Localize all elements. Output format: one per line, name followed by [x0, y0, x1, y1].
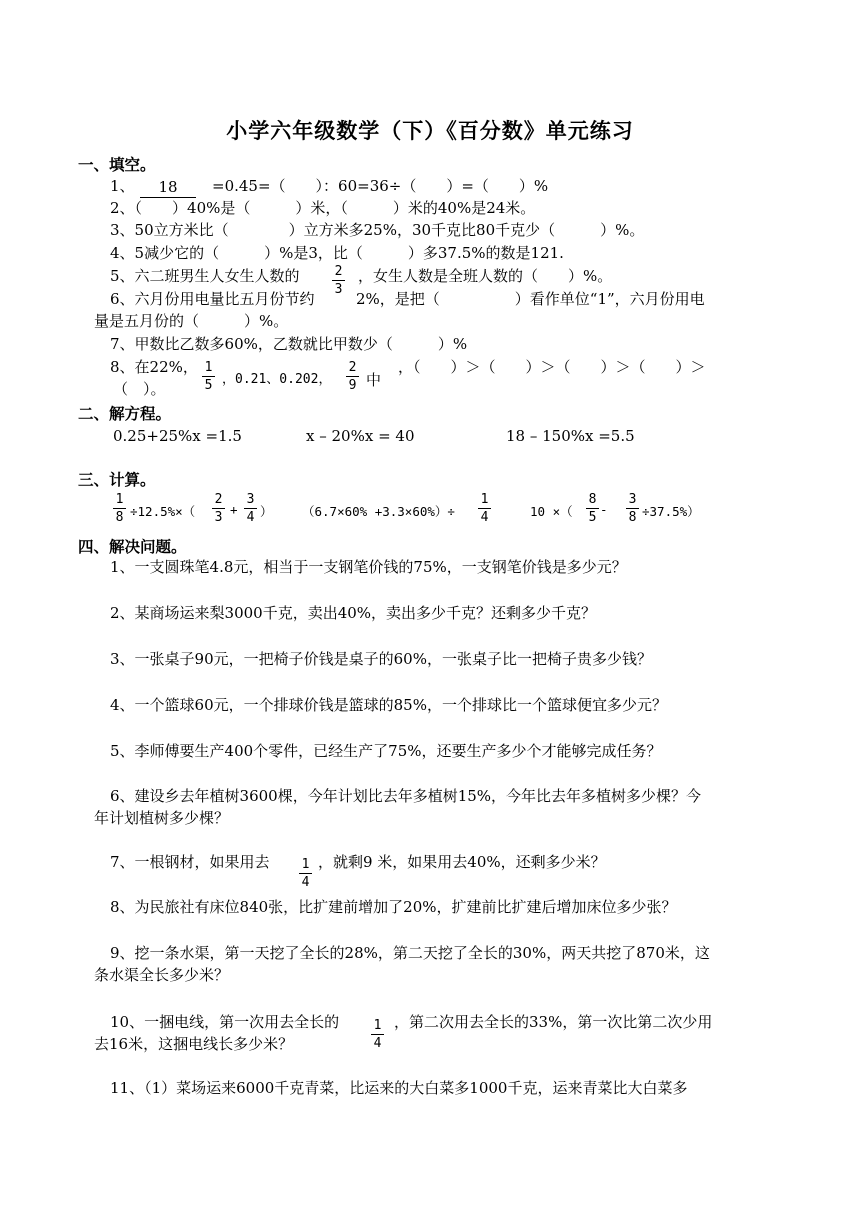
problem-2: 2、某商场运来梨3000千克，卖出40%，卖出多少千克？还剩多少千克？: [110, 604, 597, 622]
numerator: 1: [373, 1018, 382, 1033]
fill-q7: 7、甲数比乙数多60%，乙数就比甲数少（ ）%: [110, 335, 468, 353]
fill-q8-fraction-2-9: [346, 360, 359, 393]
equation-1: 0.25+25%x =1.5: [113, 427, 242, 445]
fraction-bar: [332, 280, 345, 281]
problem-7-fraction: [299, 857, 312, 890]
problem-10-part1: 10、一捆电线，第一次用去全长的: [110, 1013, 340, 1031]
denominator: 3: [214, 510, 223, 525]
section-calculation: 三、计算。: [78, 470, 156, 489]
problem-9-line1: 9、挖一条水渠，第一天挖了全长的28%，第二天挖了全长的30%，两天共挖了870米，这: [110, 944, 710, 962]
problem-4: 4、一个篮球60元，一个排球价钱是篮球的85%，一个排球比一个篮球便宜多少元？: [110, 696, 667, 714]
section-equations: 二、解方程。: [78, 404, 172, 423]
denominator: 8: [628, 510, 637, 525]
fill-q5-part1: 5、六二班男生人女生人数的: [110, 267, 300, 285]
calc3-suffix: ÷37.5%）: [642, 504, 700, 519]
fill-q6-part3: 量是五月份的（ ）%。: [94, 312, 289, 330]
calc3-prefix: 10 ×（: [530, 504, 573, 519]
problem-10-part2: ，第二次用去全长的33%，第一次比第二次少用: [394, 1013, 713, 1031]
calc1-close: ）: [260, 504, 273, 519]
numerator: 3: [628, 492, 637, 507]
numerator: 2: [348, 360, 357, 375]
problem-3: 3、一张桌子90元，一把椅子价钱是桌子的60%，一张桌子比一把椅子贵多少钱？: [110, 650, 652, 668]
fraction-bar: [586, 508, 599, 509]
numerator: 1: [480, 492, 489, 507]
denominator: 4: [246, 510, 255, 525]
fill-q8-fraction-1-5: [202, 360, 215, 393]
calc1-operator: ÷12.5%×（: [130, 504, 196, 519]
problem-7-part2: ，就剩9 米，如果用去40%，还剩多少米？: [318, 853, 606, 871]
fraction-bar: [113, 508, 126, 509]
fraction-bar: [478, 508, 491, 509]
numerator: 8: [588, 492, 597, 507]
page-title: 小学六年级数学（下）《百分数》单元练习: [226, 118, 634, 143]
fraction-bar: [346, 376, 359, 377]
calc2-expression: （6.7×60% +3.3×60%）÷: [302, 504, 455, 519]
denominator: 3: [334, 282, 343, 297]
calc1-plus: +: [230, 502, 238, 517]
fill-q8-part3: （ ）。: [113, 380, 166, 398]
fill-q4: 4、5减少它的（ ）%是3，比（ ）多37.5%的数是121.: [110, 244, 564, 262]
numerator: 2: [214, 492, 223, 507]
fill-q8-part2: ，（ ）＞（ ）＞（ ）＞（ ）＞: [398, 358, 706, 376]
fraction-bar: [371, 1034, 384, 1035]
fill-q1-fraction: [140, 178, 196, 198]
denominator: 5: [204, 378, 213, 393]
fill-q6-part2: 2%，是把（ ）看作单位“1”，六月份用电: [356, 290, 705, 308]
calc1-fraction-1-8: [113, 492, 126, 525]
fraction-bar: [299, 873, 312, 874]
problem-10-fraction: [371, 1018, 384, 1051]
fill-q1-numerator: 18: [158, 178, 178, 196]
denominator: 5: [588, 510, 597, 525]
fill-q8-decimals: ，0.21、0.202，: [222, 372, 332, 387]
problem-10-part3: 去16米，这捆电线长多少米？: [94, 1035, 294, 1053]
numerator: 3: [246, 492, 255, 507]
section-word-problems: 四、解决问题。: [78, 537, 187, 556]
denominator: 4: [373, 1036, 382, 1051]
problem-6-line1: 6、建设乡去年植树3600棵，今年计划比去年多植树15%，今年比去年多植树多少棵？今: [110, 787, 702, 805]
fill-q2: 2、（ ）40%是（ ）米，（ ）米的40%是24米。: [110, 199, 536, 217]
problem-9-line2: 条水渠全长多少米？: [94, 966, 230, 984]
denominator: 9: [348, 378, 357, 393]
fill-q1: =0.45=（ ）：60=36÷（ ）=（ ）%: [212, 177, 549, 195]
denominator: 4: [301, 875, 310, 890]
fill-q3: 3、50立方米比（ ）立方米多25%，30千克比80千克少（ ）%。: [110, 221, 645, 239]
fill-q8-part1: 8、在22%，: [110, 358, 198, 376]
calc1-fraction-2-3: [212, 492, 225, 525]
problem-11: 11、（1）菜场运来6000千克青菜，比运来的大白菜多1000千克，运来青菜比大白菜多: [110, 1079, 688, 1097]
calc3-minus: -: [600, 502, 608, 517]
fill-q5-fraction: [332, 264, 345, 297]
problem-1: 1、一支圆珠笔4.8元，相当于一支钢笔价钱的75%，一支钢笔价钱是多少元？: [110, 558, 627, 576]
fill-q5-part2: ，女生人数是全班人数的（ ）%。: [358, 267, 613, 285]
denominator: 4: [480, 510, 489, 525]
equation-2: x – 20%x = 40: [306, 427, 415, 445]
fill-q8-zh: 中: [366, 371, 382, 389]
calc2-fraction-1-4: [478, 492, 491, 525]
section-fill-blanks: 一、填空。: [78, 155, 156, 174]
problem-8: 8、为民旅社有床位840张，比扩建前增加了20%，扩建前比扩建后增加床位多少张？: [110, 898, 677, 916]
denominator: 8: [115, 510, 124, 525]
fraction-bar: [212, 508, 225, 509]
fraction-bar: [626, 508, 639, 509]
calc3-fraction-8-5: [586, 492, 599, 525]
fill-q1-number: 1、: [110, 177, 135, 195]
problem-6-line2: 年计划植树多少棵？: [94, 809, 230, 827]
fill-q6-part1: 6、六月份用电量比五月份节约: [110, 290, 315, 308]
calc3-fraction-3-8: [626, 492, 639, 525]
equation-3: 18 – 150%x =5.5: [506, 427, 635, 445]
fraction-bar: [244, 508, 257, 509]
problem-5: 5、李师傅要生产400个零件，已经生产了75%，还要生产多少个才能够完成任务？: [110, 742, 662, 760]
problem-7-part1: 7、一根钢材，如果用去: [110, 853, 270, 871]
numerator: 2: [334, 264, 343, 279]
numerator: 1: [204, 360, 213, 375]
numerator: 1: [301, 857, 310, 872]
numerator: 1: [115, 492, 124, 507]
calc1-fraction-3-4: [244, 492, 257, 525]
fraction-bar: [202, 376, 215, 377]
